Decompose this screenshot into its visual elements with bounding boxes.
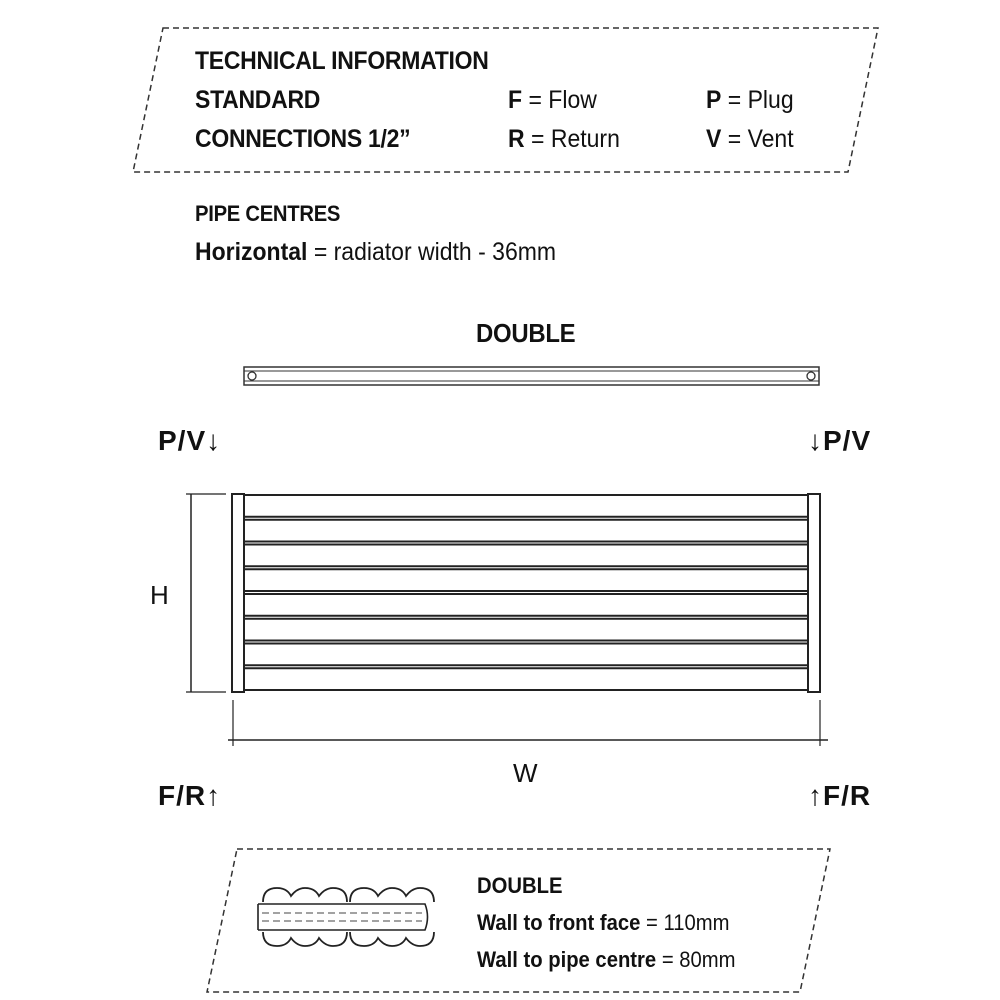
legend-return: R = Return — [508, 125, 620, 153]
label-bottom-left-fr: F/R↑ — [158, 780, 222, 811]
width-label: W — [513, 758, 538, 788]
connections-label: CONNECTIONS 1/2” — [195, 125, 411, 153]
diagram-title: DOUBLE — [476, 318, 576, 348]
label-bottom-right-fr: ↑F/R — [808, 780, 872, 811]
wall-to-front-face: Wall to front face = 110mm — [477, 910, 730, 935]
tech-info-title: TECHNICAL INFORMATION — [195, 47, 489, 75]
height-label: H — [150, 580, 169, 610]
legend-plug: P = Plug — [706, 86, 794, 114]
depth-box-title: DOUBLE — [477, 873, 563, 898]
label-top-left-pv: P/V↓ — [158, 425, 222, 456]
pipe-centres-title: PIPE CENTRES — [195, 201, 341, 226]
standard-label: STANDARD — [195, 86, 321, 114]
wall-to-pipe-centre: Wall to pipe centre = 80mm — [477, 947, 736, 972]
legend-vent: V = Vent — [706, 125, 794, 153]
label-top-right-pv: ↓P/V — [808, 425, 872, 456]
pipe-centres-text: Horizontal = radiator width - 36mm — [195, 238, 557, 266]
legend-flow: F = Flow — [508, 86, 597, 114]
